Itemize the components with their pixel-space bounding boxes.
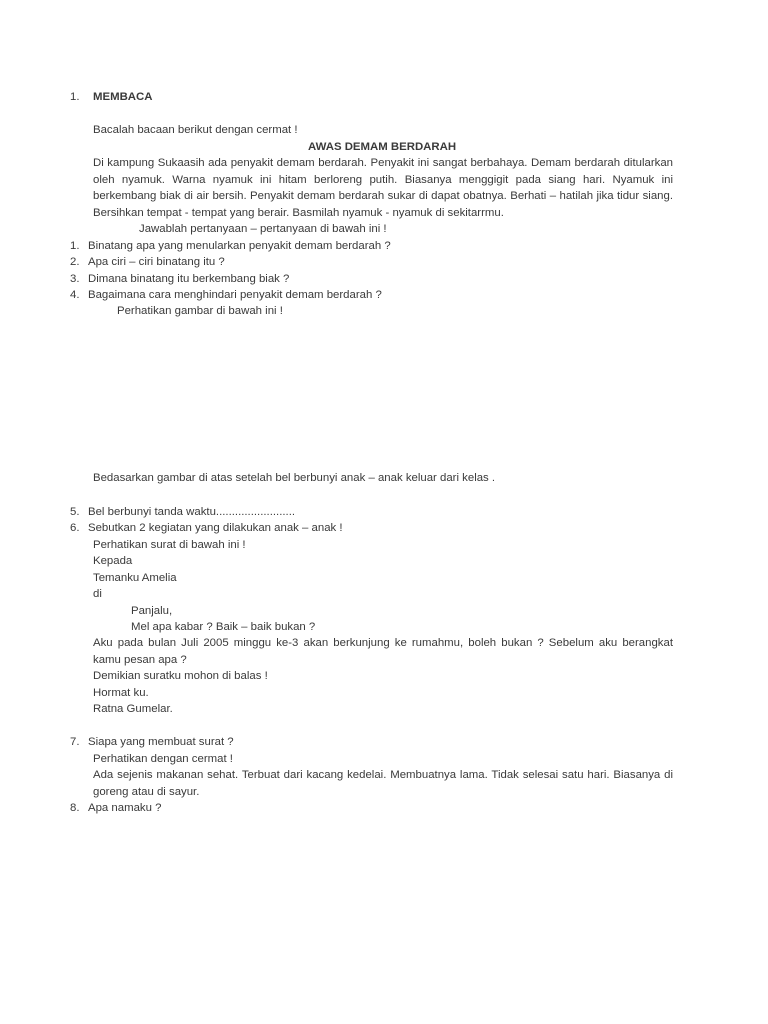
question-text: Dimana binatang itu berkembang biak ? [88, 273, 290, 285]
letter-to: Kepada [93, 555, 133, 567]
section-title: MEMBACA [93, 91, 153, 103]
letter-closing: Demikian suratku mohon di balas ! [93, 670, 268, 682]
question-text: Binatang apa yang menularkan penyakit demam berdarah ? [88, 240, 391, 252]
letter-prompt: Perhatikan surat di bawah ini ! [93, 539, 246, 551]
letter-regards: Hormat ku. [93, 687, 149, 699]
answer-prompt: Jawablah pertanyaan – pertanyaan di bawah ini ! [139, 223, 387, 235]
picture-area [93, 322, 673, 462]
letter-recipient: Temanku Amelia [93, 572, 177, 584]
question-number: 5. [70, 506, 80, 518]
question-text: Bagaimana cara menghindari penyakit demam berdarah ? [88, 289, 382, 301]
question-text: Sebutkan 2 kegiatan yang dilakukan anak – anak ! [88, 522, 343, 534]
question-number: 3. [70, 273, 80, 285]
picture-caption: Bedasarkan gambar di atas setelah bel berbunyi anak – anak keluar dari kelas . [93, 472, 496, 484]
question-number: 7. [70, 736, 80, 748]
letter-greeting: Mel apa kabar ? Baik – baik bukan ? [131, 621, 316, 633]
question-number: 4. [70, 289, 80, 301]
question-number: 2. [70, 256, 80, 268]
section-number: 1. [70, 91, 80, 103]
letter-at: di [93, 588, 102, 600]
riddle-text: Ada sejenis makanan sehat. Terbuat dari kacang kedelai. Membuatnya lama. Tidak selesai satu hari. Biasanya di goreng atau di sayur. [93, 769, 673, 798]
question-text: Apa namaku ? [88, 802, 162, 814]
reading-title: AWAS DEMAM BERDARAH [308, 141, 457, 153]
letter-body: Aku pada bulan Juli 2005 minggu ke-3 akan berkunjung ke rumahmu, boleh bukan ? Sebelum aku berangkat kamu pesan apa ? [93, 637, 673, 666]
letter-place: Panjalu, [131, 605, 173, 617]
question-number: 1. [70, 240, 80, 252]
picture-prompt: Perhatikan gambar di bawah ini ! [117, 305, 283, 317]
question-text: Siapa yang membuat surat ? [88, 736, 234, 748]
letter-sender: Ratna Gumelar. [93, 703, 173, 715]
question-number: 8. [70, 802, 80, 814]
question-text: Bel berbunyi tanda waktu......................... [88, 506, 296, 518]
question-number: 6. [70, 522, 80, 534]
question-text: Apa ciri – ciri binatang itu ? [88, 256, 225, 268]
riddle-prompt: Perhatikan dengan cermat ! [93, 753, 233, 765]
reading-paragraph: Di kampung Sukaasih ada penyakit demam berdarah. Penyakit ini sangat berbahaya. Demam berdarah ditularkan oleh nyamuk. Warna nyamuk ini hitam berloreng putih. Biasanya menggigit pada siang hari. Nyamuk ini berkembang biak di air bersih. Penyakit demam berdarah sukar di dapat obatnya. Berhati – hatilah jika tidur siang. Bersihkan tempat - tempat yang berair. Basmilah nyamuk - nyamuk di sekitarrmu. [93, 157, 673, 219]
reading-instruction: Bacalah bacaan berikut dengan cermat ! [93, 124, 298, 136]
